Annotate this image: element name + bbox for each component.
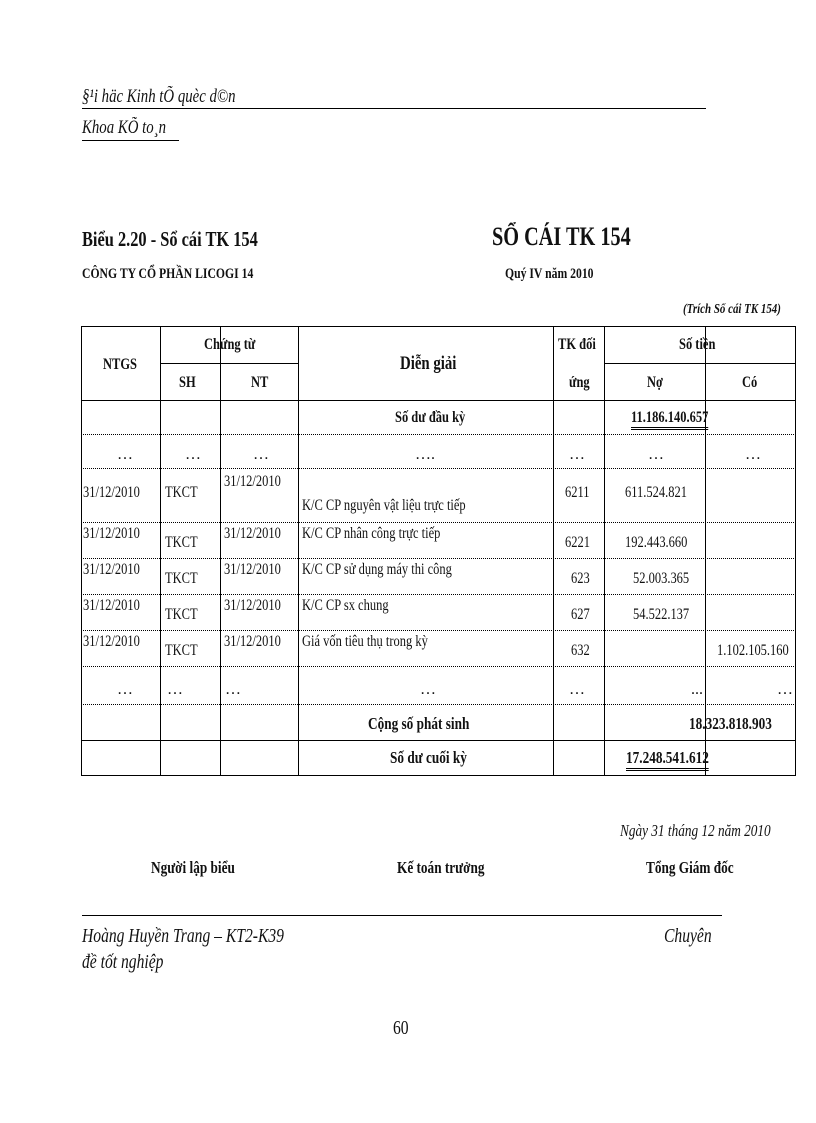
ellipsis: … [648,446,664,463]
figure-label: Biểu 2.20 - Sổ cái TK 154 [82,227,258,251]
cell-tk: 632 [571,642,590,659]
footer-topic-right: Chuyên [664,925,712,947]
th-sh: SH [179,374,196,391]
row-line [81,666,796,667]
ellipsis: … [117,681,133,698]
ellipsis: … [420,681,436,698]
ellipsis: … [569,681,585,698]
page-number: 60 [393,1017,409,1039]
col-line [604,326,605,776]
col-line [705,326,706,776]
col-line [81,326,82,776]
signature-preparer: Người lập biểu [151,858,235,877]
th-chung-tu: Chứng từ [204,336,256,353]
cell-nt: 31/12/2010 [224,561,281,578]
col-line [160,326,161,776]
ellipsis: … [225,681,241,698]
signature-director: Tổng Giám đốc [646,858,734,877]
cell-nt: 31/12/2010 [224,597,281,614]
th-tk-doi: TK đối [558,336,596,353]
ellipsis: … [117,446,133,463]
closing-label: Số dư cuối kỳ [390,748,467,767]
cell-dien-giai: K/C CP sử dụng máy thi công [302,561,452,578]
signature-chief-accountant: Kế toán trưởng [397,858,485,877]
col-line [298,326,299,776]
col-line [795,326,796,776]
cell-dien-giai: K/C CP sx chung [302,597,389,614]
th-dien-giai: Diễn giải [400,353,457,374]
ellipsis: …. [415,446,435,463]
header-faculty-rule [82,140,179,141]
row-line [81,704,796,705]
opening-debit: 11.186.140.657 [631,409,730,430]
total-credit: 18.323.818.903 [689,714,772,733]
header-faculty: Khoa KÕ to¸n [82,117,166,138]
closing-debit: 17.248.541.612 [626,748,732,771]
cell-sh: TKCT [165,606,198,623]
cell-tk: 6221 [565,534,590,551]
th-no: Nợ [647,374,663,391]
cell-credit: 1.102.105.160 [717,642,789,659]
cell-sh: TKCT [165,570,198,587]
row-line [160,363,298,364]
total-label: Cộng số phát sinh [368,714,470,733]
ellipsis: … [777,681,793,698]
cell-nt: 31/12/2010 [224,473,281,490]
cell-ntgs: 31/12/2010 [83,597,140,614]
row-line [604,363,795,364]
cell-tk: 6211 [565,484,590,501]
footer-author: Hoàng Huyền Trang – KT2-K39 [82,925,284,947]
cell-debit: 54.522.137 [633,606,690,623]
ellipsis: … [253,446,269,463]
period: Quý IV năm 2010 [505,266,594,282]
cell-debit: 52.003.365 [633,570,690,587]
cell-ntgs: 31/12/2010 [83,484,140,501]
th-tk-ung: ứng [569,374,590,391]
cell-dien-giai: K/C CP nhân công trực tiếp [302,525,441,542]
th-ntgs: NTGS [103,356,137,373]
signature-date: Ngày 31 tháng 12 năm 2010 [620,821,771,840]
cell-sh: TKCT [165,534,198,551]
cell-ntgs: 31/12/2010 [83,633,140,650]
ledger-table [81,326,796,776]
cell-debit: 611.524.821 [625,484,687,501]
company-name: CÔNG TY CỔ PHẦN LICOGI 14 [82,266,254,282]
cell-nt: 31/12/2010 [224,633,281,650]
footer-rule [82,915,722,916]
cell-sh: TKCT [165,642,198,659]
header-school: §¹i häc Kinh tÕ quèc d©n [82,86,236,107]
ellipsis: ... [691,681,703,698]
row-line [81,400,796,401]
footer-topic-left: đề tốt nghiệp [82,951,164,973]
ellipsis: … [167,681,183,698]
document-title: SỔ CÁI TK 154 [492,222,631,251]
opening-label: Số dư đầu kỳ [395,409,466,426]
extract-note: (Trích Sổ cái TK 154) [683,302,781,317]
cell-debit: 192.443.660 [625,534,688,551]
cell-ntgs: 31/12/2010 [83,561,140,578]
row-line [81,740,796,741]
row-line [81,468,796,469]
row-line [81,775,796,776]
col-line [553,326,554,776]
th-co: Có [742,374,758,391]
col-line [220,326,221,776]
ellipsis: … [745,446,761,463]
row-line [81,630,796,631]
row-line [81,434,796,435]
row-line [81,594,796,595]
cell-nt: 31/12/2010 [224,525,281,542]
ellipsis: … [185,446,201,463]
th-nt: NT [251,374,269,391]
cell-sh: TKCT [165,484,198,501]
cell-dien-giai: Giá vốn tiêu thụ trong kỳ [302,633,428,650]
cell-dien-giai: K/C CP nguyên vật liệu trực tiếp [302,497,466,514]
cell-ntgs: 31/12/2010 [83,525,140,542]
ellipsis: … [569,446,585,463]
row-line [81,326,796,327]
row-line [81,558,796,559]
th-so-tien: Số tiền [679,336,716,353]
header-rule [82,108,706,109]
cell-tk: 623 [571,570,590,587]
cell-tk: 627 [571,606,590,623]
row-line [81,522,796,523]
